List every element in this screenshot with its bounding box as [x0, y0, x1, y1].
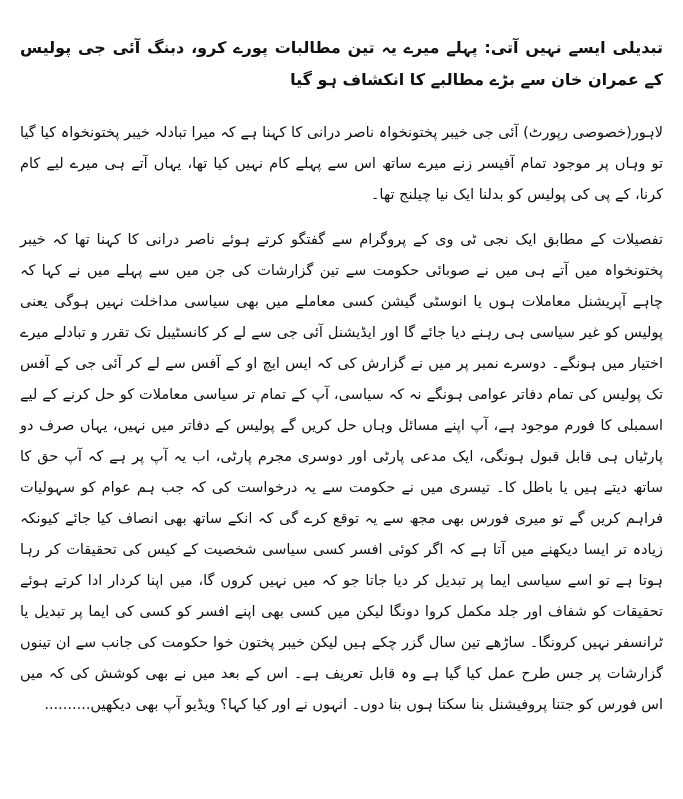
article-paragraph-details: تفصیلات کے مطابق ایک نجی ٹی وی کے پروگرام سے گفتگو کرتے ہوئے ناصر درانی کا کہنا تھا کہ خیبر پختونخواہ میں آتے ہی میں نے صوبائی حکومت سے تین گزارشات کی جن میں سے پہلے میں نے کہا کہ چاہے آپریشنل معاملات ہوں یا انوسٹی گیشن کسی معاملے میں بھی سیاسی مداخلت نہیں ہوگی یعنی پولیس کو غیر سیاسی ہی رہنے دیا جائے گا اور ایڈیشنل آئی جی سے لے کر کانسٹیبل تک تقرر و تبادلے میرے اختیار میں ہونگے۔ دوسرے نمبر پر میں نے گزارش کی کہ ایس ایچ او کے آفس سے لے کر آئی جی کے آفس تک پولیس کی تمام دفاتر عوامی ہونگے نہ کہ سیاسی، آپ کے تمام تر سیاسی معاملات کو حل کرنے کے لیے اسمبلی کا فورم موجود ہے، آپ اپنے مسائل وہاں حل کریں گے پولیس کے دفاتر میں نہیں، یہاں صرف دو پارٹیاں ہی قابل قبول ہونگی، ایک مدعی پارٹی اور دوسری مجرم پارٹی، اب یہ آپ پر ہے کہ آپ حق کا ساتھ دیتے ہیں یا باطل کا۔ تیسری میں نے حکومت سے یہ درخواست کی کہ جب ہم عوام کو سہولیات فراہم کریں گے تو میری فورس بھی مجھ سے یہ توقع کرے گی کہ انکے ساتھ بھی انصاف کیا جائے کیونکہ زیادہ تر ایسا دیکھنے میں آتا ہے کہ اگر کوئی افسر کسی سیاسی شخصیت کے کیس کی تحقیقات کر رہا ہوتا ہے تو اسے سیاسی ایما پر تبدیل کر دیا جاتا جو کہ میں نہیں کروں گا، میں اپنا کردار ادا کرتے ہوئے تحقیقات کو شفاف اور جلد مکمل کروا دونگا لیکن میں کسی بھی اپنے افسر کو کسی کی ایما پر تبدیل یا ٹرانسفر نہیں کرونگا۔ ساڑھے تین سال گزر چکے ہیں لیکن خیبر پختون خوا حکومت کی جانب سے ان تینوں گزارشات پر جس طرح عمل کیا گیا ہے وہ قابل تعریف ہے۔ اس کے بعد میں نے بھی کوشش کی کہ میں اس فورس کو جتنا پروفیشنل بنا سکتا ہوں بنا دوں۔ انہوں نے اور کیا کہا؟ ویڈیو آپ بھی دیکھیں.......... — [20, 232, 663, 713]
article-headline: تبدیلی ایسے نہیں آتی: پہلے میرے یہ تین مطالبات پورے کرو، دبنگ آئی جی پولیس کے عمران خان سے بڑے مطالبے کا انکشاف ہو گیا — [20, 38, 663, 89]
article-paragraph-intro: لاہور(خصوصی رپورٹ) آئی جی خیبر پختونخواہ ناصر درانی کا کہنا ہے کہ میرا تبادلہ خیبر پختونخواہ کیا گیا تو وہاں پر موجود تمام آفیسر زنے میرے ساتھ اس سے پہلے کام نہیں کیا تھا، یہاں آتے ہی میرے لیے کام کرنا، کے پی کی پولیس کو بدلنا ایک نیا چیلنج تھا۔ — [20, 125, 663, 203]
